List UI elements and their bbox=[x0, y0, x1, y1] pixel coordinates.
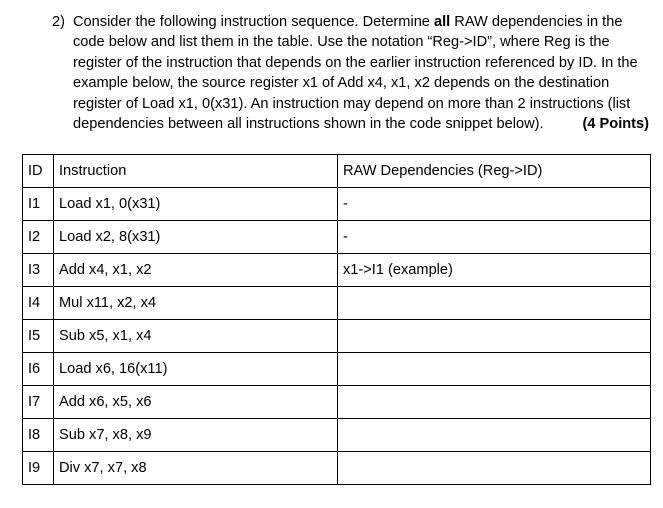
question-points: (4 Points) bbox=[582, 116, 649, 132]
row-instruction: Mul x11, x2, x4 bbox=[54, 287, 338, 320]
row-dependencies[interactable]: - bbox=[338, 188, 651, 221]
question-text bbox=[73, 12, 651, 134]
header-id: ID bbox=[23, 155, 54, 188]
row-dependencies[interactable] bbox=[338, 287, 651, 320]
table-row bbox=[23, 254, 651, 287]
row-id: I6 bbox=[23, 353, 54, 386]
row-id: I4 bbox=[23, 287, 54, 320]
row-instruction: Load x6, 16(x11) bbox=[54, 353, 338, 386]
row-id: I9 bbox=[23, 452, 54, 485]
row-dependencies[interactable]: x1->I1 (example) bbox=[338, 254, 651, 287]
row-id: I3 bbox=[23, 254, 54, 287]
question-text-emphasis: all bbox=[433, 14, 451, 30]
row-instruction: Add x6, x5, x6 bbox=[54, 386, 338, 419]
row-id: I5 bbox=[23, 320, 54, 353]
row-instruction: Sub x7, x8, x9 bbox=[54, 419, 338, 452]
row-dependencies[interactable] bbox=[338, 353, 651, 386]
row-instruction: Load x1, 0(x31) bbox=[54, 188, 338, 221]
row-instruction: Load x2, 8(x31) bbox=[54, 221, 338, 254]
table-row bbox=[23, 353, 651, 386]
row-id: I7 bbox=[23, 386, 54, 419]
table-header-row bbox=[23, 155, 651, 188]
table-row bbox=[23, 320, 651, 353]
table-row bbox=[23, 287, 651, 320]
dependency-table bbox=[22, 154, 651, 485]
question-text-part2: RAW dependencies in the code below and list them in the table. Use the notation “Reg->ID”, where Reg is the register of the instruction that depends on the earlier instruction referenced by ID. In the example below, the source register x1 of Add x4, x1, x2 depends on the destination register of Load x1, 0(x31). An instruction may depend on more than 2 instructions (list dependencies between all instructions shown in the code snippet below). bbox=[73, 14, 638, 133]
row-instruction: Div x7, x7, x8 bbox=[54, 452, 338, 485]
row-dependencies[interactable]: - bbox=[338, 221, 651, 254]
row-instruction: Sub x5, x1, x4 bbox=[54, 320, 338, 353]
row-dependencies[interactable] bbox=[338, 452, 651, 485]
row-dependencies[interactable] bbox=[338, 419, 651, 452]
header-instruction: Instruction bbox=[54, 155, 338, 188]
row-instruction: Add x4, x1, x2 bbox=[54, 254, 338, 287]
question-number: 2) bbox=[52, 14, 65, 30]
row-id: I1 bbox=[23, 188, 54, 221]
row-id: I2 bbox=[23, 221, 54, 254]
question-text-part1: Consider the following instruction sequence. Determine bbox=[73, 14, 434, 30]
table-row bbox=[23, 419, 651, 452]
table-row bbox=[23, 386, 651, 419]
row-id: I8 bbox=[23, 419, 54, 452]
table-row bbox=[23, 452, 651, 485]
header-dependencies: RAW Dependencies (Reg->ID) bbox=[338, 155, 651, 188]
row-dependencies[interactable] bbox=[338, 386, 651, 419]
row-dependencies[interactable] bbox=[338, 320, 651, 353]
table-row bbox=[23, 221, 651, 254]
table-row bbox=[23, 188, 651, 221]
